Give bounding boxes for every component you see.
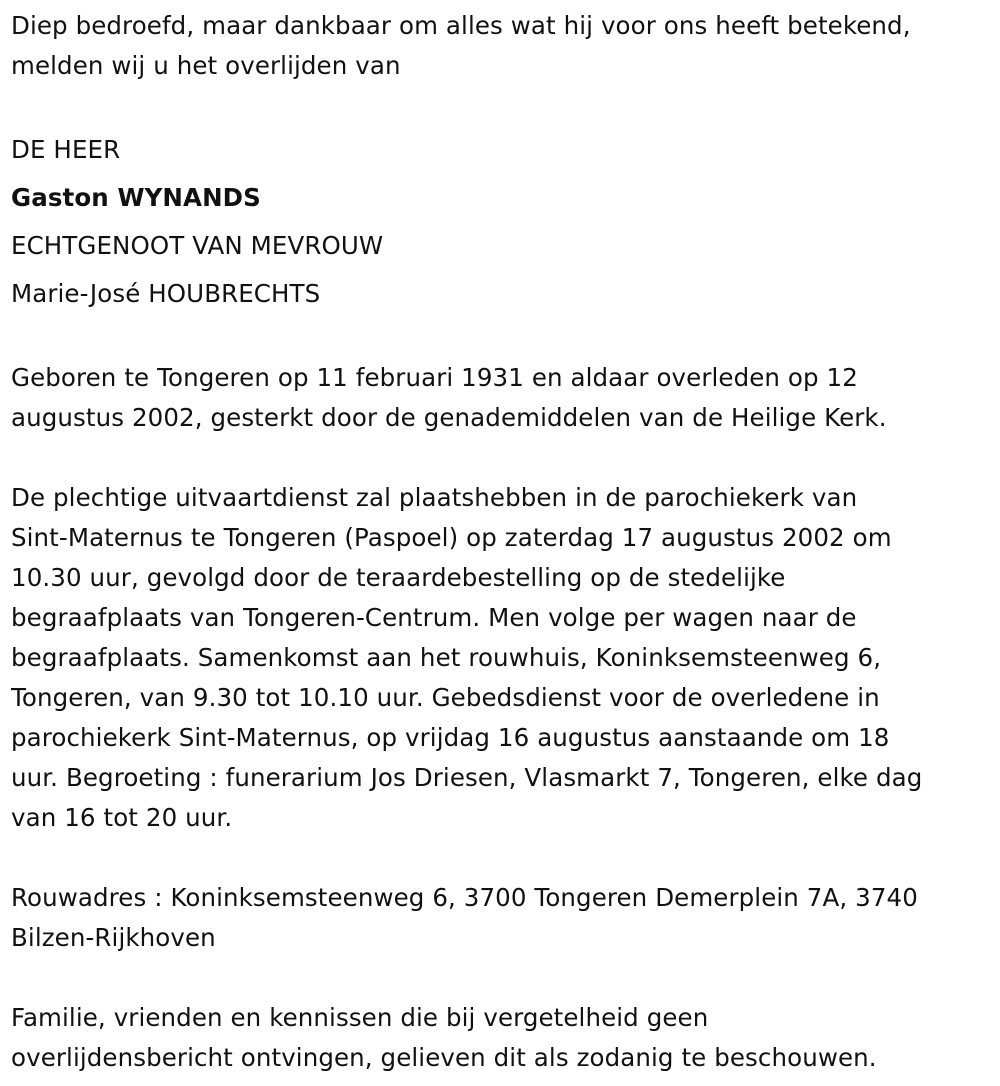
paragraph-line: Geboren te Tongeren op 11 februari 1931 en aldaar overleden op 12	[11, 363, 858, 392]
paragraph-line: parochiekerk Sint-Maternus, op vrijdag 16 augustus aanstaande om 18	[11, 723, 890, 752]
paragraph-line: Tongeren, van 9.30 tot 10.10 uur. Gebedsdienst voor de overledene in	[11, 683, 880, 712]
funeral-paragraph	[11, 478, 996, 838]
paragraph-line: Rouwadres : Koninksemsteenweg 6, 3700 Tongeren Demerplein 7A, 3740	[11, 883, 918, 912]
paragraph-line: Sint-Maternus te Tongeren (Paspoel) op zaterdag 17 augustus 2002 om	[11, 523, 892, 552]
paragraph-line: van 16 tot 20 uur.	[11, 803, 233, 832]
salutation: DE HEER	[11, 135, 121, 164]
paragraph-line: Bilzen-Rijkhoven	[11, 923, 216, 952]
paragraph-line: De plechtige uitvaartdienst zal plaatshebben in de parochiekerk van	[11, 483, 858, 512]
paragraph-line: overlijdensbericht ontvingen, gelieven dit als zodanig te beschouwen.	[11, 1043, 877, 1072]
paragraph-line: begraafplaats van Tongeren-Centrum. Men volge per wagen naar de	[11, 603, 857, 632]
paragraph-line: 10.30 uur, gevolgd door de teraardebestelling op de stedelijke	[11, 563, 786, 592]
deceased-name: Gaston WYNANDS	[11, 183, 261, 212]
birth-death-paragraph	[11, 358, 996, 438]
death-notice	[11, 6, 996, 1078]
spouse-name: Marie-José HOUBRECHTS	[11, 279, 321, 308]
paragraph-line: uur. Begroeting : funerarium Jos Driesen, Vlasmarkt 7, Tongeren, elke dag	[11, 763, 923, 792]
closing-paragraph	[11, 998, 996, 1078]
paragraph-line: augustus 2002, gesterkt door de genademiddelen van de Heilige Kerk.	[11, 403, 887, 432]
address-paragraph	[11, 878, 996, 958]
intro-line: melden wij u het overlijden van	[11, 51, 401, 80]
paragraph-line: begraafplaats. Samenkomst aan het rouwhuis, Koninksemsteenweg 6,	[11, 643, 882, 672]
paragraph-line: Familie, vrienden en kennissen die bij vergetelheid geen	[11, 1003, 709, 1032]
relation-label: ECHTGENOOT VAN MEVROUW	[11, 231, 384, 260]
intro-line: Diep bedroefd, maar dankbaar om alles wat hij voor ons heeft betekend,	[11, 11, 911, 40]
deceased-block	[11, 126, 996, 318]
intro-paragraph	[11, 6, 996, 86]
